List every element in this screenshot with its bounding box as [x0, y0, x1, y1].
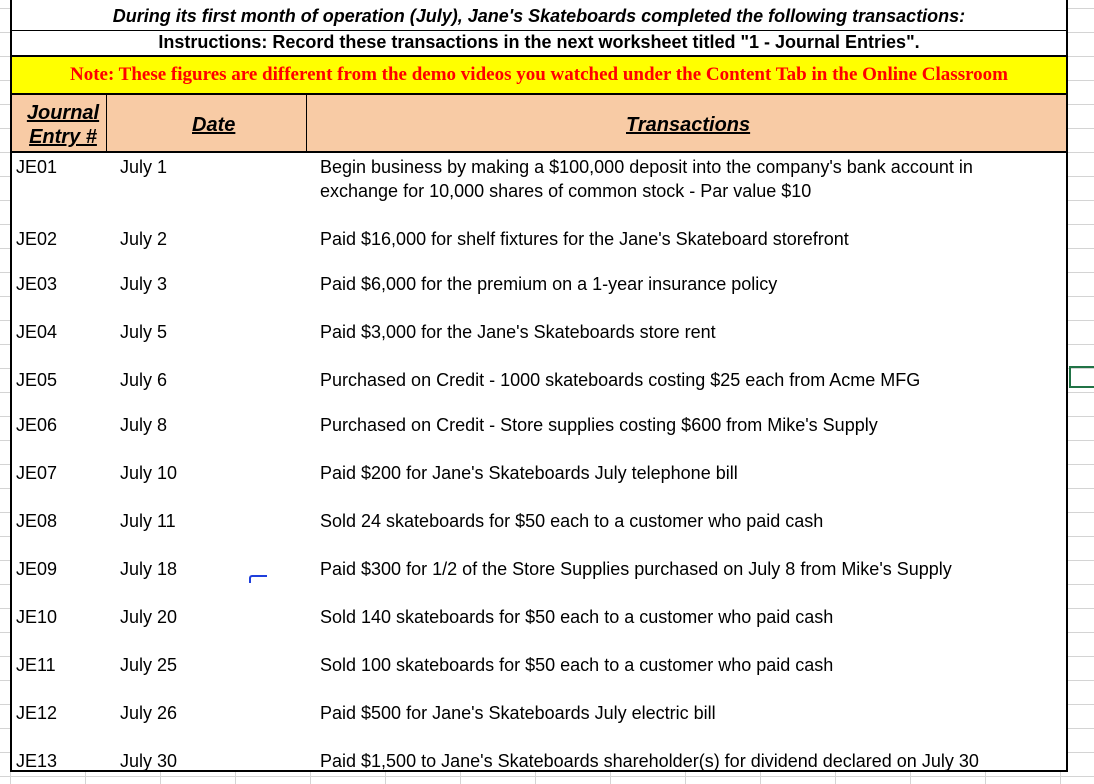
journal-entry-id: JE03	[16, 274, 58, 294]
transaction-line: Sold 140 skateboards for $50 each to a customer who paid cash	[320, 607, 834, 627]
transaction-date: July 3	[120, 274, 168, 294]
journal-entry-id: JE08	[16, 511, 58, 531]
journal-entry-id: JE11	[16, 655, 56, 675]
transaction-line: Purchased on Credit - Store supplies costing $600 from Mike's Supply	[320, 415, 878, 435]
transaction-date: July 2	[120, 229, 168, 249]
transaction-date: July 18	[120, 559, 178, 579]
transaction-date: July 26	[120, 703, 178, 723]
transaction-line: Begin business by making a $100,000 deposit into the company's bank account in	[320, 157, 973, 177]
transaction-line: Paid $200 for Jane's Skateboards July telephone bill	[320, 463, 738, 483]
transaction-line: Paid $3,000 for the Jane's Skateboards store rent	[320, 322, 716, 342]
transaction-date: July 10	[120, 463, 178, 483]
column-header-journal-line1: Journal	[26, 102, 100, 124]
journal-entry-id: JE06	[16, 415, 58, 435]
column-header-journal-entry	[20, 101, 106, 149]
journal-entry-id: JE12	[16, 703, 58, 723]
transaction-date: July 1	[120, 157, 168, 177]
journal-entry-id: JE05	[16, 370, 58, 390]
divider	[12, 30, 1066, 31]
transaction-description	[320, 653, 833, 677]
transaction-description	[320, 368, 920, 392]
transaction-line: Paid $1,500 to Jane's Skateboards shareholder(s) for dividend declared on July 30	[320, 751, 979, 771]
transaction-description	[320, 155, 973, 203]
transaction-date: July 11	[120, 511, 176, 531]
transaction-date: July 6	[120, 370, 168, 390]
transaction-description	[320, 509, 823, 533]
transaction-line: Paid $6,000 for the premium on a 1-year insurance policy	[320, 274, 778, 294]
journal-entry-id: JE02	[16, 229, 58, 249]
transaction-description	[320, 320, 716, 344]
column-header-transactions: Transactions	[626, 114, 751, 136]
column-divider	[306, 95, 307, 153]
transaction-description	[320, 557, 952, 581]
note-banner: Note: These figures are different from the demo videos you watched under the Content Tab in the Online Classroom	[12, 55, 1066, 95]
transaction-line: exchange for 10,000 shares of common stock - Par value $10	[320, 181, 812, 201]
transaction-line: Paid $300 for 1/2 of the Store Supplies purchased on July 8 from Mike's Supply	[320, 559, 952, 579]
journal-entry-id: JE13	[16, 751, 58, 771]
instructions-text: Instructions: Record these transactions in the next worksheet titled "1 - Journal Entries".	[158, 32, 920, 52]
column-header-date: Date	[192, 114, 236, 136]
pen-mark	[249, 575, 267, 583]
journal-entry-id: JE09	[16, 559, 58, 579]
transaction-date: July 20	[120, 607, 178, 627]
transaction-line: Sold 100 skateboards for $50 each to a customer who paid cash	[320, 655, 834, 675]
transaction-line: Purchased on Credit - 1000 skateboards costing $25 each from Acme MFG	[320, 370, 921, 390]
column-header-journal-line2: Entry #	[29, 126, 97, 148]
column-header-row	[12, 95, 1066, 153]
transaction-description	[320, 701, 716, 725]
active-cell-selection[interactable]	[1069, 366, 1094, 388]
transaction-description	[320, 749, 979, 773]
journal-entry-id: JE04	[16, 322, 58, 342]
column-divider	[106, 95, 107, 153]
journal-entry-id: JE07	[16, 463, 58, 483]
transaction-line: Sold 24 skateboards for $50 each to a customer who paid cash	[320, 511, 824, 531]
transaction-description	[320, 227, 849, 251]
transaction-description	[320, 461, 738, 485]
transaction-date: July 8	[120, 415, 168, 435]
transaction-date: July 25	[120, 655, 178, 675]
transaction-date: July 30	[120, 751, 178, 771]
transaction-line: Paid $500 for Jane's Skateboards July electric bill	[320, 703, 716, 723]
journal-entry-id: JE01	[16, 157, 58, 177]
transactions-block	[10, 0, 1068, 772]
transaction-description	[320, 605, 833, 629]
journal-entry-id: JE10	[16, 607, 58, 627]
transaction-description	[320, 272, 777, 296]
transaction-description	[320, 413, 878, 437]
intro-text: During its first month of operation (July), Jane's Skateboards completed the following transactions:	[112, 6, 966, 26]
transaction-date: July 5	[120, 322, 168, 342]
transaction-line: Paid $16,000 for shelf fixtures for the Jane's Skateboard storefront	[320, 229, 849, 249]
